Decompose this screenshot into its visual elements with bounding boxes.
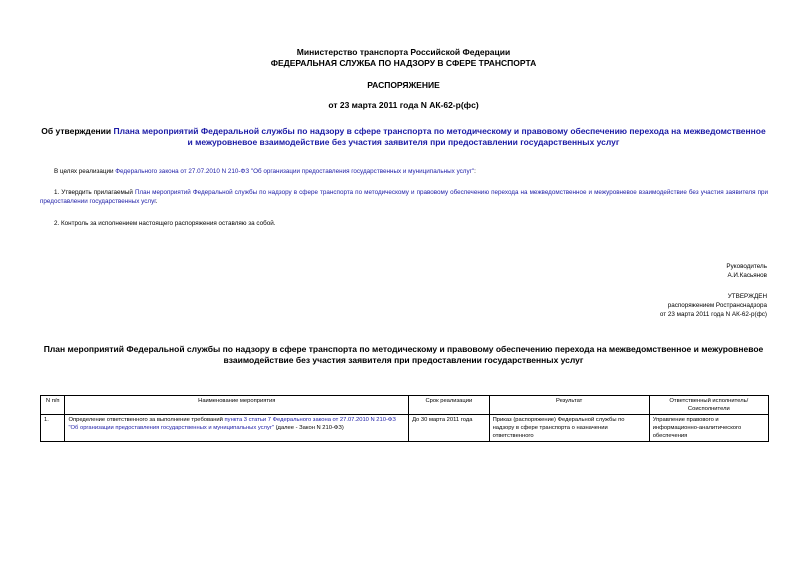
cell-name-suffix: (далее - Закон N 210-ФЗ) <box>274 425 344 431</box>
header-term: Срок реализации <box>409 396 490 415</box>
cell-num: 1. <box>41 415 65 442</box>
document-subject <box>40 126 767 148</box>
header-name: Наименование мероприятия <box>65 396 409 415</box>
ministry-name: Министерство транспорта Российской Федерации <box>296 47 511 57</box>
cell-name-prefix: Определение ответственного за выполнение требований <box>68 417 225 423</box>
item-1-suffix: . <box>155 198 158 205</box>
approval-line-1: УТВЕРЖДЕН <box>727 293 767 300</box>
plan-title: План мероприятий Федеральной службы по надзору в сфере транспорта по методическому и правовому обеспечению перехода на межведомственное и межуровневое взаимодействие без участия заявителя при предоставлении государственных услуг <box>43 344 764 365</box>
document-header <box>0 47 807 69</box>
preamble-suffix: : <box>474 168 476 175</box>
cell-responsible: Управление правового и информационно-аналитического обеспечения <box>649 415 768 442</box>
law-article-link[interactable]: пункта 3 статьи 7 Федерального закона от 27.07.2010 N 210-ФЗ "Об организации предоставления государственных и муниципальных услуг" <box>68 417 396 431</box>
plan-link[interactable]: План мероприятий Федеральной службы по надзору в сфере транспорта по методическому и правовому обеспечению перехода на межведомственное и межуровневое взаимодействие без участия заявителя при предоставлении государственных услуг <box>40 189 769 205</box>
approval-line-3: от 23 марта 2011 года N АК-62-р(фс) <box>659 311 767 318</box>
service-name: ФЕДЕРАЛЬНАЯ СЛУЖБА ПО НАДЗОРУ В СФЕРЕ ТРАНСПОРТА <box>270 58 537 68</box>
plan-table <box>40 395 769 442</box>
document-type: РАСПОРЯЖЕНИЕ <box>367 80 440 90</box>
paragraph-item-2: 2. Контроль за исполнением настоящего распоряжения оставляю за собой. <box>54 220 276 227</box>
approval-stamp <box>660 292 767 319</box>
item-1-prefix: 1. Утвердить прилагаемый <box>54 189 135 196</box>
approval-line-2: распоряжением Ространснадзора <box>667 302 767 309</box>
document-date: от 23 марта 2011 года N АК-62-р(фс) <box>328 100 479 110</box>
header-num: N п/п <box>41 396 65 415</box>
preamble-prefix: В целях реализации <box>54 168 116 175</box>
table-row <box>41 415 769 442</box>
subject-prefix: Об утверждении <box>41 126 114 136</box>
signer-name: А.И.Касьянов <box>727 272 767 279</box>
federal-law-link[interactable]: Федерального закона от 27.07.2010 N 210-ФЗ "Об организации предоставления государственных и муниципальных услуг" <box>115 168 475 175</box>
signature-block <box>726 262 767 280</box>
signer-position: Руководитель <box>726 263 767 270</box>
cell-result: Приказ (распоряжение) Федеральной службы по надзору в сфере транспорта о назначении ответственного <box>489 415 649 442</box>
paragraph-item-1 <box>40 188 768 206</box>
paragraph-preamble <box>54 167 476 176</box>
table-header-row <box>41 396 769 415</box>
cell-name <box>65 415 409 442</box>
cell-term: До 30 марта 2011 года <box>409 415 490 442</box>
subject-plan-link[interactable]: Плана мероприятий Федеральной службы по надзору в сфере транспорта по методическому и правовому обеспечению перехода на межведомственное и межуровневое взаимодействие без участия заявителя при предоставлении государственных услуг <box>113 126 766 147</box>
header-result: Результат <box>489 396 649 415</box>
header-responsible: Ответственный исполнитель/ Соисполнители <box>649 396 768 415</box>
